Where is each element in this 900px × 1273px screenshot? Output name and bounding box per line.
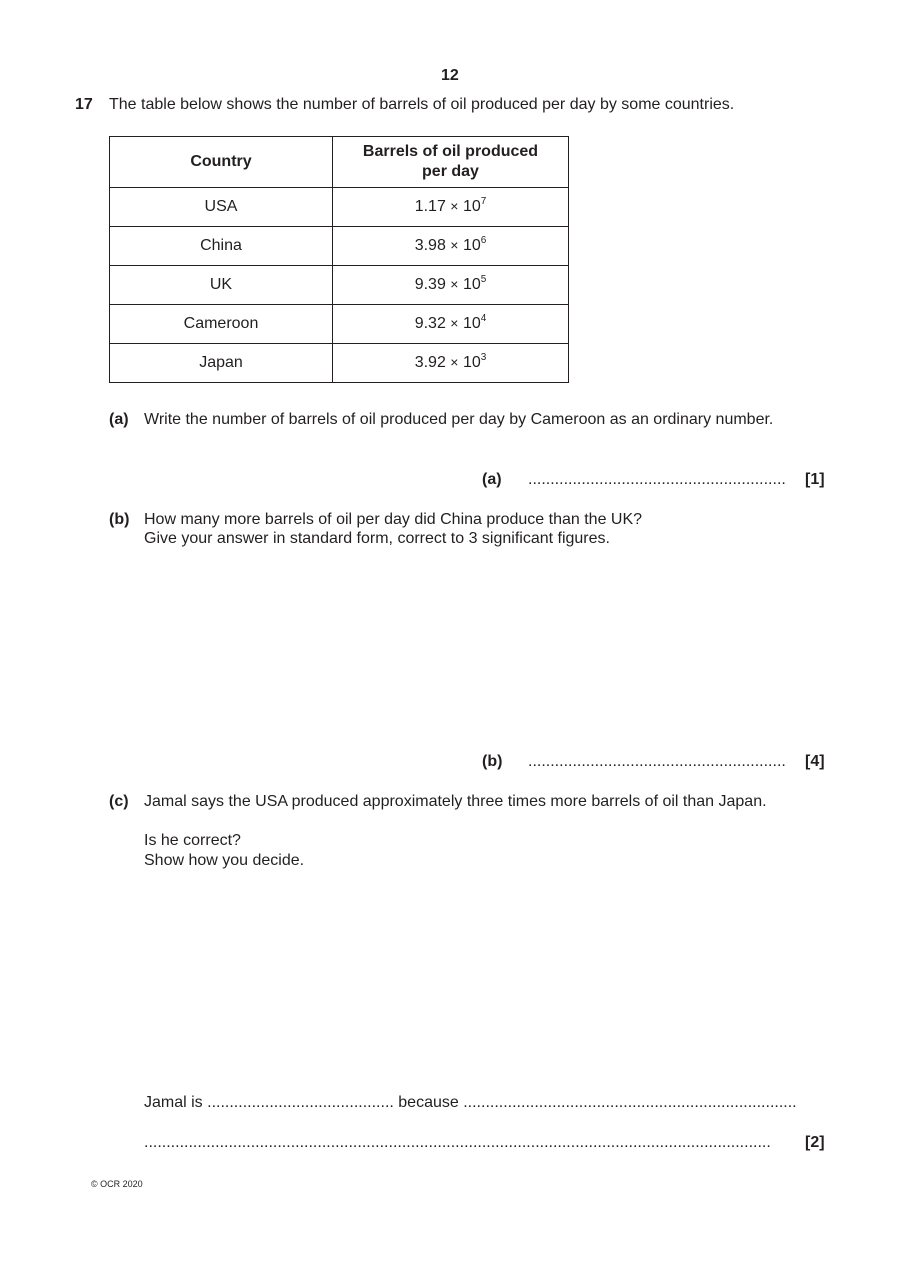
- table-row: [110, 227, 569, 266]
- barrels-cell: $3.92 \times 10^3$: [333, 344, 569, 383]
- country-cell: Japan: [110, 344, 333, 383]
- part-a-label: (a): [109, 411, 129, 428]
- question-number: 17: [75, 96, 93, 113]
- question-intro: The table below shows the number of barrels of oil produced per day by some countries.: [109, 96, 735, 113]
- country-cell: UK: [110, 266, 333, 305]
- page-number: 12: [441, 67, 459, 84]
- part-c-line2: Is he correct?: [144, 832, 241, 849]
- column-header-barrels-line2: per day: [422, 163, 479, 180]
- barrels-cell: $9.39 \times 10^5$: [333, 266, 569, 305]
- barrels-cell: $9.32 \times 10^4$: [333, 305, 569, 344]
- part-c-label: (c): [109, 793, 129, 810]
- part-b-line2: Give your answer in standard form, correct to 3 significant figures.: [144, 530, 610, 547]
- table-header-row: [110, 137, 569, 188]
- table-row: [110, 344, 569, 383]
- part-c-answer-line2[interactable]: .............................................................................................................................................: [144, 1134, 771, 1151]
- country-cell: Cameroon: [110, 305, 333, 344]
- part-c-line3: Show how you decide.: [144, 852, 305, 869]
- part-a-answer-line[interactable]: ..........................................................: [528, 471, 786, 488]
- column-header-country: Country: [110, 137, 333, 188]
- country-cell: USA: [110, 188, 333, 227]
- column-header-barrels: [333, 137, 569, 188]
- part-a-text: Write the number of barrels of oil produced per day by Cameroon as an ordinary number.: [144, 411, 774, 428]
- part-b-answer-label: (b): [482, 753, 503, 770]
- part-b-line1: How many more barrels of oil per day did China produce than the UK?: [144, 511, 643, 528]
- country-cell: China: [110, 227, 333, 266]
- barrels-cell: $3.98 \times 10^6$: [333, 227, 569, 266]
- column-header-barrels-line1: Barrels of oil produced: [362, 143, 539, 160]
- part-b-label: (b): [109, 511, 130, 528]
- barrels-cell: $1.17 \times 10^7$: [333, 188, 569, 227]
- part-c-marks: [2]: [805, 1134, 825, 1151]
- part-a-answer-label: (a): [482, 471, 502, 488]
- part-b-marks: [4]: [805, 753, 825, 770]
- part-c-answer-line1[interactable]: Jamal is .......................................... because ...........................................................................: [144, 1094, 797, 1111]
- table-row: [110, 305, 569, 344]
- part-a-marks: [1]: [805, 471, 825, 488]
- table-row: [110, 188, 569, 227]
- copyright-footer: © OCR 2020: [91, 1179, 143, 1189]
- table-row: [110, 266, 569, 305]
- part-b-answer-line[interactable]: ..........................................................: [528, 753, 786, 770]
- oil-production-table: [109, 136, 569, 383]
- part-c-text: Jamal says the USA produced approximately three times more barrels of oil than Japan.: [144, 793, 767, 810]
